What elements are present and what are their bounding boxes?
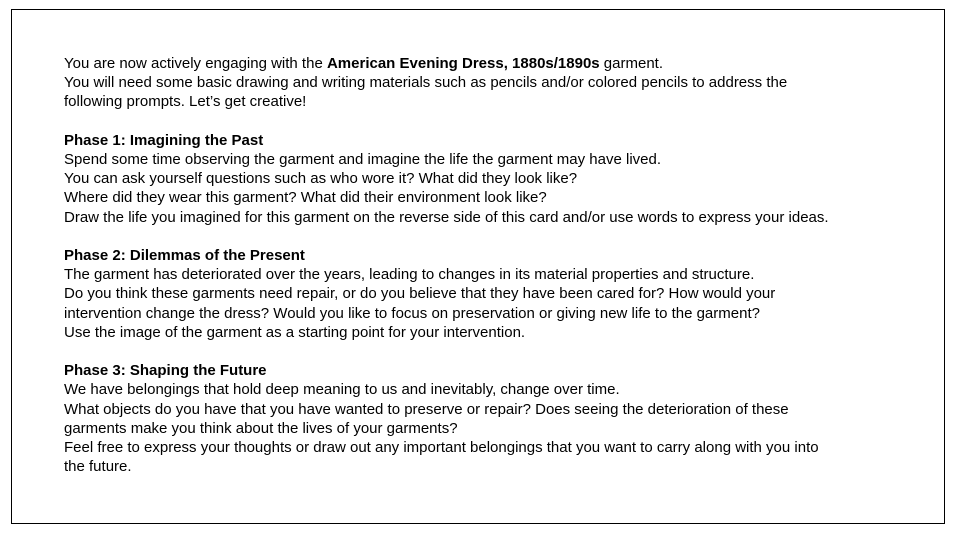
phase-1-line: Spend some time observing the garment and imagine the life the garment may have lived. <box>64 151 661 168</box>
prompt-card <box>11 9 945 524</box>
garment-name: American Evening Dress, 1880s/1890s <box>326 55 600 72</box>
phase-3-line: What objects do you have that you have wanted to preserve or repair? Does seeing the deterioration of these <box>64 400 789 418</box>
phase-2-line: Do you think these garments need repair, or do you believe that they have been cared for? How would your <box>64 285 776 303</box>
intro-line-2: You will need some basic drawing and writing materials such as pencils and/or colored pencils to address the <box>64 74 788 92</box>
phase-3-line: garments make you think about the lives of your garments? <box>64 419 458 437</box>
intro-suffix: garment. <box>599 55 664 72</box>
phase-3-line: the future. <box>64 458 132 476</box>
phase-3-line: We have belongings that hold deep meaning to us and inevitably, change over time. <box>64 381 620 399</box>
phase-1-title: Phase 1: Imagining the Past <box>64 131 264 149</box>
intro-line-1 <box>64 54 934 73</box>
phase-3-line: Feel free to express your thoughts or draw out any important belongings that you want to carry along with you into <box>64 439 819 457</box>
intro-line-3: following prompts. Let’s get creative! <box>64 93 307 111</box>
phase-3-title: Phase 3: Shaping the Future <box>64 362 267 380</box>
section-spacer <box>64 112 934 131</box>
phase-1-line: You can ask yourself questions such as who wore it? What did they look like? <box>64 170 578 188</box>
phase-2-title: Phase 2: Dilemmas of the Present <box>64 247 305 264</box>
section-spacer <box>64 342 934 361</box>
phase-2-line: intervention change the dress? Would you like to focus on preservation or giving new life to the garment? <box>64 304 760 322</box>
phase-1-line: Draw the life you imagined for this garment on the reverse side of this card and/or use words to express your ideas. <box>64 208 829 226</box>
section-spacer <box>64 227 934 246</box>
intro-prefix: You are now actively engaging with the <box>64 55 327 72</box>
phase-1-line: Where did they wear this garment? What did their environment look like? <box>64 189 547 207</box>
phase-2-line: The garment has deteriorated over the years, leading to changes in its material properties and structure. <box>64 266 755 284</box>
card-content <box>64 54 934 476</box>
phase-2-line: Use the image of the garment as a starting point for your intervention. <box>64 323 526 341</box>
